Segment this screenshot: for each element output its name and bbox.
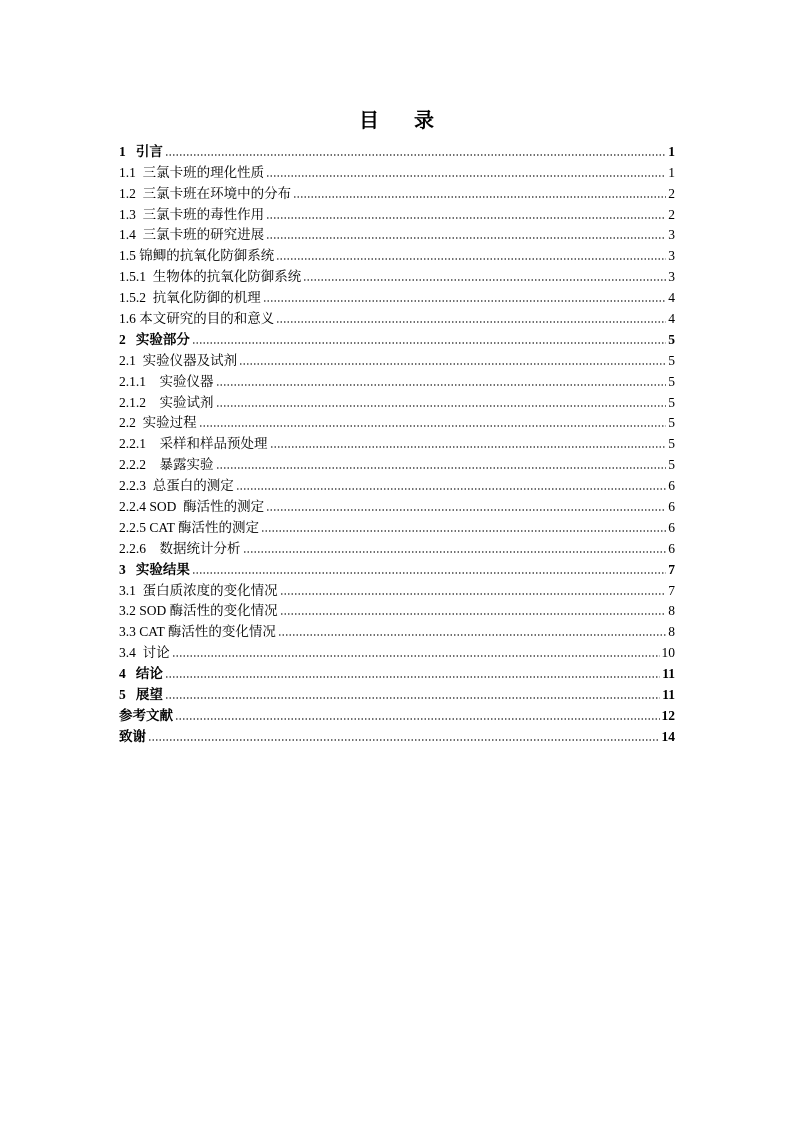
toc-entry-page-number: 6 — [668, 478, 675, 494]
toc-entry-title — [119, 353, 237, 369]
toc-entry-title — [119, 729, 146, 745]
toc-entry[interactable] — [119, 473, 675, 494]
toc-entry-label: 展望 — [135, 687, 163, 703]
toc-entry-title — [119, 395, 214, 411]
toc-entry-page-number: 5 — [668, 436, 675, 452]
toc-entry-title — [119, 290, 261, 306]
toc-entry-label: 本文研究的目的和意义 — [139, 311, 275, 327]
dot-leader — [148, 739, 660, 741]
toc-entry-number: 5 — [119, 687, 126, 703]
toc-entry[interactable] — [119, 494, 675, 515]
toc-entry-page-number: 14 — [661, 728, 675, 744]
toc-entry[interactable] — [119, 243, 675, 264]
dot-leader — [165, 697, 660, 699]
toc-entry-title — [119, 436, 268, 452]
toc-entry-page-number: 5 — [668, 457, 675, 473]
dot-leader — [165, 676, 660, 678]
toc-entry-label: 采样和样品预处理 — [159, 436, 268, 452]
toc-entry-number: 1.4 — [119, 227, 136, 243]
dot-leader — [266, 237, 666, 239]
toc-entry-title — [119, 457, 214, 473]
toc-entry-title — [119, 645, 170, 661]
toc-entry[interactable] — [119, 327, 675, 348]
dot-leader — [192, 342, 666, 344]
toc-entry-title — [119, 499, 264, 515]
toc-entry-label: 实验试剂 — [159, 394, 214, 410]
toc-entry[interactable] — [119, 599, 675, 620]
toc-entry[interactable] — [119, 640, 675, 661]
dot-leader — [199, 425, 667, 427]
toc-entry[interactable] — [119, 536, 675, 557]
toc-entry-number: 2.2 — [119, 415, 136, 431]
dot-leader — [165, 154, 666, 156]
toc-entry-page-number: 6 — [668, 540, 675, 556]
toc-entry-number: 2.2.6 — [119, 540, 146, 556]
toc-entry-page-number: 3 — [668, 269, 675, 285]
toc-entry-page-number: 7 — [668, 561, 675, 577]
toc-entry-number: 2 — [119, 331, 126, 347]
toc-entry-title — [119, 186, 291, 202]
toc-entry-label: 结论 — [135, 666, 163, 682]
toc-entry[interactable] — [119, 557, 675, 578]
toc-entry[interactable] — [119, 223, 675, 244]
dot-leader — [263, 300, 667, 302]
toc-entry[interactable] — [119, 306, 675, 327]
toc-entry[interactable] — [119, 390, 675, 411]
toc-entry-number: 4 — [119, 666, 126, 682]
toc-entry-number: 1.2 — [119, 185, 136, 201]
toc-entry-label: 三氯卡班的毒性作用 — [142, 206, 265, 222]
toc-entry-number: 3 — [119, 561, 126, 577]
dot-leader — [175, 718, 660, 720]
toc-entry-title — [119, 583, 278, 599]
toc-entry-number: 3.4 — [119, 645, 136, 661]
toc-entry[interactable] — [119, 682, 675, 703]
toc-entry-title — [119, 687, 163, 703]
toc-entry-label: SOD 酶活性的测定 — [149, 499, 265, 515]
toc-entry-page-number: 12 — [661, 707, 675, 723]
toc-entry-label: 实验部分 — [135, 331, 190, 347]
toc-entry-title — [119, 311, 274, 327]
toc-entry[interactable] — [119, 703, 675, 724]
toc-entry-page-number: 2 — [668, 185, 675, 201]
toc-entry-page-number: 2 — [668, 206, 675, 222]
toc-entry-page-number: 4 — [668, 311, 675, 327]
dot-leader — [236, 488, 667, 490]
toc-entry[interactable] — [119, 202, 675, 223]
dot-leader — [266, 509, 666, 511]
toc-entry[interactable] — [119, 411, 675, 432]
toc-entry-title — [119, 227, 264, 243]
toc-entry-page-number: 5 — [668, 331, 675, 347]
dot-leader — [216, 405, 667, 407]
toc-entry-number: 3.1 — [119, 582, 136, 598]
toc-entry-title — [119, 332, 190, 348]
table-of-contents — [119, 139, 675, 745]
dot-leader — [280, 613, 667, 615]
toc-entry-label: 讨论 — [142, 645, 170, 661]
toc-entry-title — [119, 562, 190, 578]
dot-leader — [270, 446, 667, 448]
dot-leader — [192, 572, 666, 574]
toc-entry-label: 实验仪器 — [159, 373, 214, 389]
toc-entry-label: 三氯卡班的理化性质 — [142, 164, 265, 180]
toc-entry[interactable] — [119, 139, 675, 160]
toc-entry-title — [119, 541, 241, 557]
toc-entry-title — [119, 624, 276, 640]
toc-entry-number: 2.2.1 — [119, 436, 146, 452]
toc-entry-title — [119, 144, 163, 160]
toc-entry-number: 1 — [119, 143, 126, 159]
toc-entry-label: 实验过程 — [142, 415, 197, 431]
dot-leader — [266, 175, 666, 177]
toc-entry-title — [119, 415, 197, 431]
toc-entry-title — [119, 248, 274, 264]
toc-entry-number: 2.2.4 — [119, 499, 146, 515]
toc-entry[interactable] — [119, 431, 675, 452]
toc-entry-page-number: 6 — [668, 519, 675, 535]
toc-entry-page-number: 8 — [668, 603, 675, 619]
dot-leader — [303, 279, 666, 281]
toc-entry-page-number: 4 — [668, 290, 675, 306]
toc-entry-label: 三氯卡班在环境中的分布 — [142, 185, 292, 201]
toc-entry-label: 抗氧化防御的机理 — [152, 290, 261, 306]
toc-entry-number: 2.2.2 — [119, 457, 146, 473]
toc-entry-label: CAT 酶活性的测定 — [149, 519, 260, 535]
toc-entry-label: SOD 酶活性的变化情况 — [139, 603, 278, 619]
toc-entry-number: 3.3 — [119, 624, 136, 640]
toc-entry[interactable] — [119, 285, 675, 306]
dot-leader — [276, 321, 666, 323]
toc-entry-title — [119, 207, 264, 223]
toc-entry[interactable] — [119, 264, 675, 285]
toc-entry-page-number: 11 — [662, 687, 675, 703]
toc-entry-page-number: 7 — [668, 582, 675, 598]
toc-entry-number: 1.3 — [119, 206, 136, 222]
dot-leader — [278, 634, 666, 636]
toc-entry-number: 2.2.5 — [119, 519, 146, 535]
toc-entry-title — [119, 603, 278, 619]
toc-entry-page-number: 5 — [668, 415, 675, 431]
toc-entry-page-number: 10 — [661, 645, 675, 661]
toc-entry-label: 致谢 — [119, 728, 146, 744]
dot-leader — [172, 655, 660, 657]
toc-entry-number: 1.6 — [119, 311, 136, 327]
toc-entry-label: 总蛋白的测定 — [152, 478, 234, 494]
toc-entry-title — [119, 374, 214, 390]
dot-leader — [276, 258, 666, 260]
toc-entry[interactable] — [119, 724, 675, 745]
toc-entry-number: 1.5.2 — [119, 290, 146, 306]
toc-entry-page-number: 5 — [668, 394, 675, 410]
toc-entry-number: 3.2 — [119, 603, 136, 619]
dot-leader — [261, 530, 666, 532]
toc-entry-number: 2.1.1 — [119, 373, 146, 389]
toc-entry-page-number: 3 — [668, 227, 675, 243]
toc-entry-title — [119, 165, 264, 181]
toc-entry[interactable] — [119, 369, 675, 390]
toc-entry-label: 参考文献 — [119, 707, 173, 723]
toc-entry-page-number: 11 — [662, 666, 675, 682]
toc-entry-title — [119, 478, 234, 494]
toc-entry-page-number: 6 — [668, 499, 675, 515]
toc-entry-number: 1.5 — [119, 248, 136, 264]
toc-entry-label: 实验仪器及试剂 — [142, 352, 238, 368]
dot-leader — [266, 217, 666, 219]
dot-leader — [293, 196, 666, 198]
toc-entry-label: 生物体的抗氧化防御系统 — [152, 269, 302, 285]
toc-entry-number: 1.1 — [119, 164, 136, 180]
dot-leader — [243, 551, 667, 553]
toc-entry-label: 暴露实验 — [159, 457, 214, 473]
toc-entry-title — [119, 520, 259, 536]
toc-entry-label: 蛋白质浓度的变化情况 — [142, 582, 278, 598]
toc-entry[interactable] — [119, 515, 675, 536]
toc-entry-label: 引言 — [135, 143, 163, 159]
toc-entry-page-number: 8 — [668, 624, 675, 640]
dot-leader — [216, 467, 667, 469]
page-title: 目 录 — [359, 108, 448, 132]
toc-entry-page-number: 1 — [668, 164, 675, 180]
dot-leader — [216, 384, 667, 386]
dot-leader — [280, 593, 667, 595]
toc-entry-page-number: 1 — [668, 143, 675, 159]
toc-entry[interactable] — [119, 578, 675, 599]
toc-entry-number: 2.1.2 — [119, 394, 146, 410]
toc-entry[interactable] — [119, 181, 675, 202]
toc-entry-page-number: 3 — [668, 248, 675, 264]
dot-leader — [239, 363, 666, 365]
toc-entry[interactable] — [119, 348, 675, 369]
toc-entry-page-number: 5 — [668, 373, 675, 389]
toc-entry-label: CAT 酶活性的变化情况 — [139, 624, 276, 640]
toc-entry-number: 2.2.3 — [119, 478, 146, 494]
toc-entry-label: 三氯卡班的研究进展 — [142, 227, 265, 243]
toc-entry-title — [119, 666, 163, 682]
toc-entry[interactable] — [119, 661, 675, 682]
toc-entry-label: 数据统计分析 — [159, 540, 241, 556]
toc-entry-title — [119, 269, 301, 285]
toc-entry-page-number: 5 — [668, 352, 675, 368]
toc-entry-number: 1.5.1 — [119, 269, 146, 285]
toc-entry-number: 2.1 — [119, 352, 136, 368]
toc-entry[interactable] — [119, 619, 675, 640]
toc-entry-label: 锦鲫的抗氧化防御系统 — [139, 248, 275, 264]
toc-entry-label: 实验结果 — [135, 561, 190, 577]
toc-entry[interactable] — [119, 160, 675, 181]
toc-entry[interactable] — [119, 452, 675, 473]
toc-entry-title — [119, 708, 173, 724]
